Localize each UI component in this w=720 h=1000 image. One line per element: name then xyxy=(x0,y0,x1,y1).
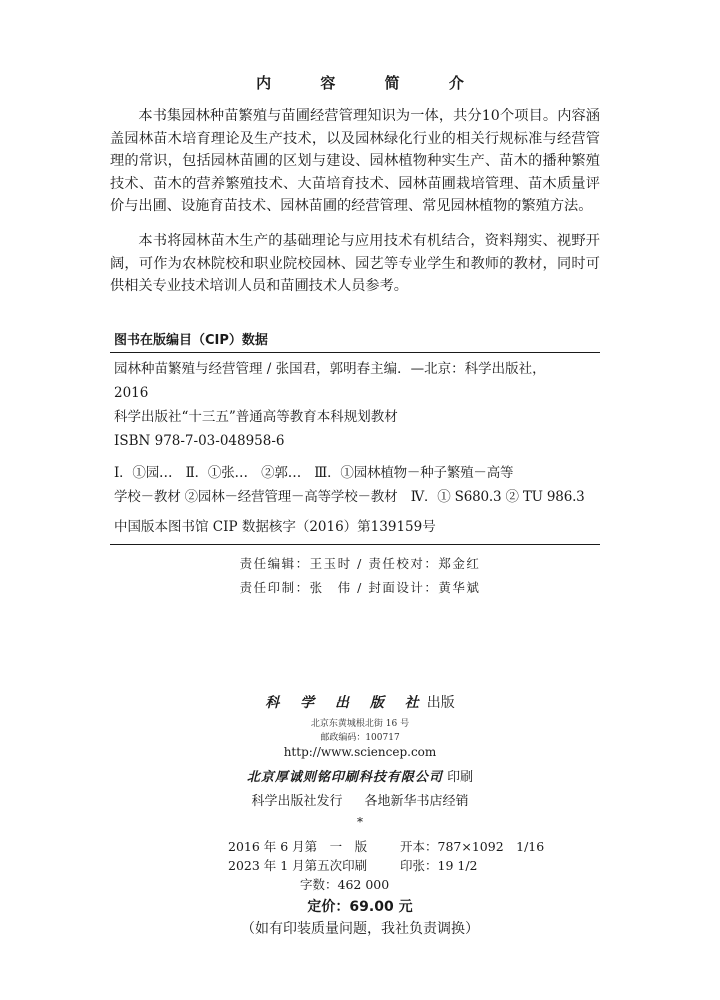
price: 定价：69.00 元 xyxy=(307,899,413,915)
quality-notice: （如有印装质量问题，我社负责调换） xyxy=(241,921,479,937)
cip-isbn-line: ISBN 978-7-03-048958-6 xyxy=(114,433,285,449)
printing-info: 2023 年 1 月第五次印刷 xyxy=(228,858,368,873)
cip-subject-line-2: 学校－教材 ②园林－经营管理－高等学校－教材 Ⅳ．① S680.3 ② TU 986.3 xyxy=(114,489,585,505)
cip-top-rule xyxy=(110,352,600,353)
publisher-name: 科 学 出 版 社 xyxy=(265,695,427,711)
staff-line-1: 责任编辑：王玉时 / 责任校对：郑金红 xyxy=(239,556,481,571)
edition-info: 2016 年 6 月第 一 版 xyxy=(228,839,368,854)
publisher-line xyxy=(0,692,720,712)
printer-suffix: 印刷 xyxy=(447,770,474,785)
cip-heading: 图书在版编目（CIP）数据 xyxy=(114,333,268,348)
publisher-address: 北京东黄城根北街 16 号 xyxy=(310,719,410,729)
publisher-suffix: 出版 xyxy=(426,695,455,711)
separator-asterisk: * xyxy=(357,815,363,829)
cip-subject-line-1: Ⅰ．①园… Ⅱ．①张… ②郭… Ⅲ．①园林植物－种子繁殖－高等 xyxy=(114,465,514,481)
seller: 各地新华书店经销 xyxy=(364,794,469,809)
cip-series-line: 科学出版社“十三五”普通高等教育本科规划教材 xyxy=(114,409,398,425)
printer-line xyxy=(0,766,720,785)
word-count: 字数：462 000 xyxy=(300,877,390,892)
intro-paragraph-1: 本书集园林种苗繁殖与苗圃经营管理知识为一体，共分10个项目。内容涵盖园林苗木培育理论及生产技术，以及园林绿化行业的相关行规标准与经营管理的常识，包括园林苗圃的区划与建设、园林植物种实生产、苗木的播种繁殖技术、苗木的营养繁殖技术、大苗培育技术、园林苗圃栽培管理、苗木质量评价与出圃、设施育苗技术、园林苗圃的经营管理、常见园林植物的繁殖方法。 xyxy=(110,108,600,214)
intro-paragraph-2: 本书将园林苗木生产的基础理论与应用技术有机结合，资料翔实、视野开阔，可作为农林院校和职业院校园林、园艺等专业学生和教师的教材，同时可供相关专业技术培训人员和苗圃技术人员参考。 xyxy=(110,233,600,294)
publisher-url: http://www.sciencep.com xyxy=(283,745,437,759)
issuer: 科学出版社发行 xyxy=(251,794,343,809)
printer-name: 北京厚诚则铭印刷科技有限公司 xyxy=(246,770,443,785)
distribution-line xyxy=(0,790,720,809)
cip-title-line: 园林种苗繁殖与经营管理 / 张国君，郭明春主编．—北京：科学出版社， xyxy=(114,361,546,377)
staff-line-2: 责任印制：张 伟 / 封面设计：黄华斌 xyxy=(239,580,481,595)
publisher-postcode: 邮政编码：100717 xyxy=(320,733,400,743)
format-info: 开本：787×1092 1/16 xyxy=(400,839,545,854)
cip-bottom-rule xyxy=(110,544,600,545)
cip-year-line: 2016 xyxy=(114,385,149,401)
intro-title: 内 容 简 介 xyxy=(256,74,486,92)
sheets-info: 印张：19 1/2 xyxy=(400,858,478,873)
cip-record-number: 中国版本图书馆 CIP 数据核字（2016）第139159号 xyxy=(114,519,436,535)
